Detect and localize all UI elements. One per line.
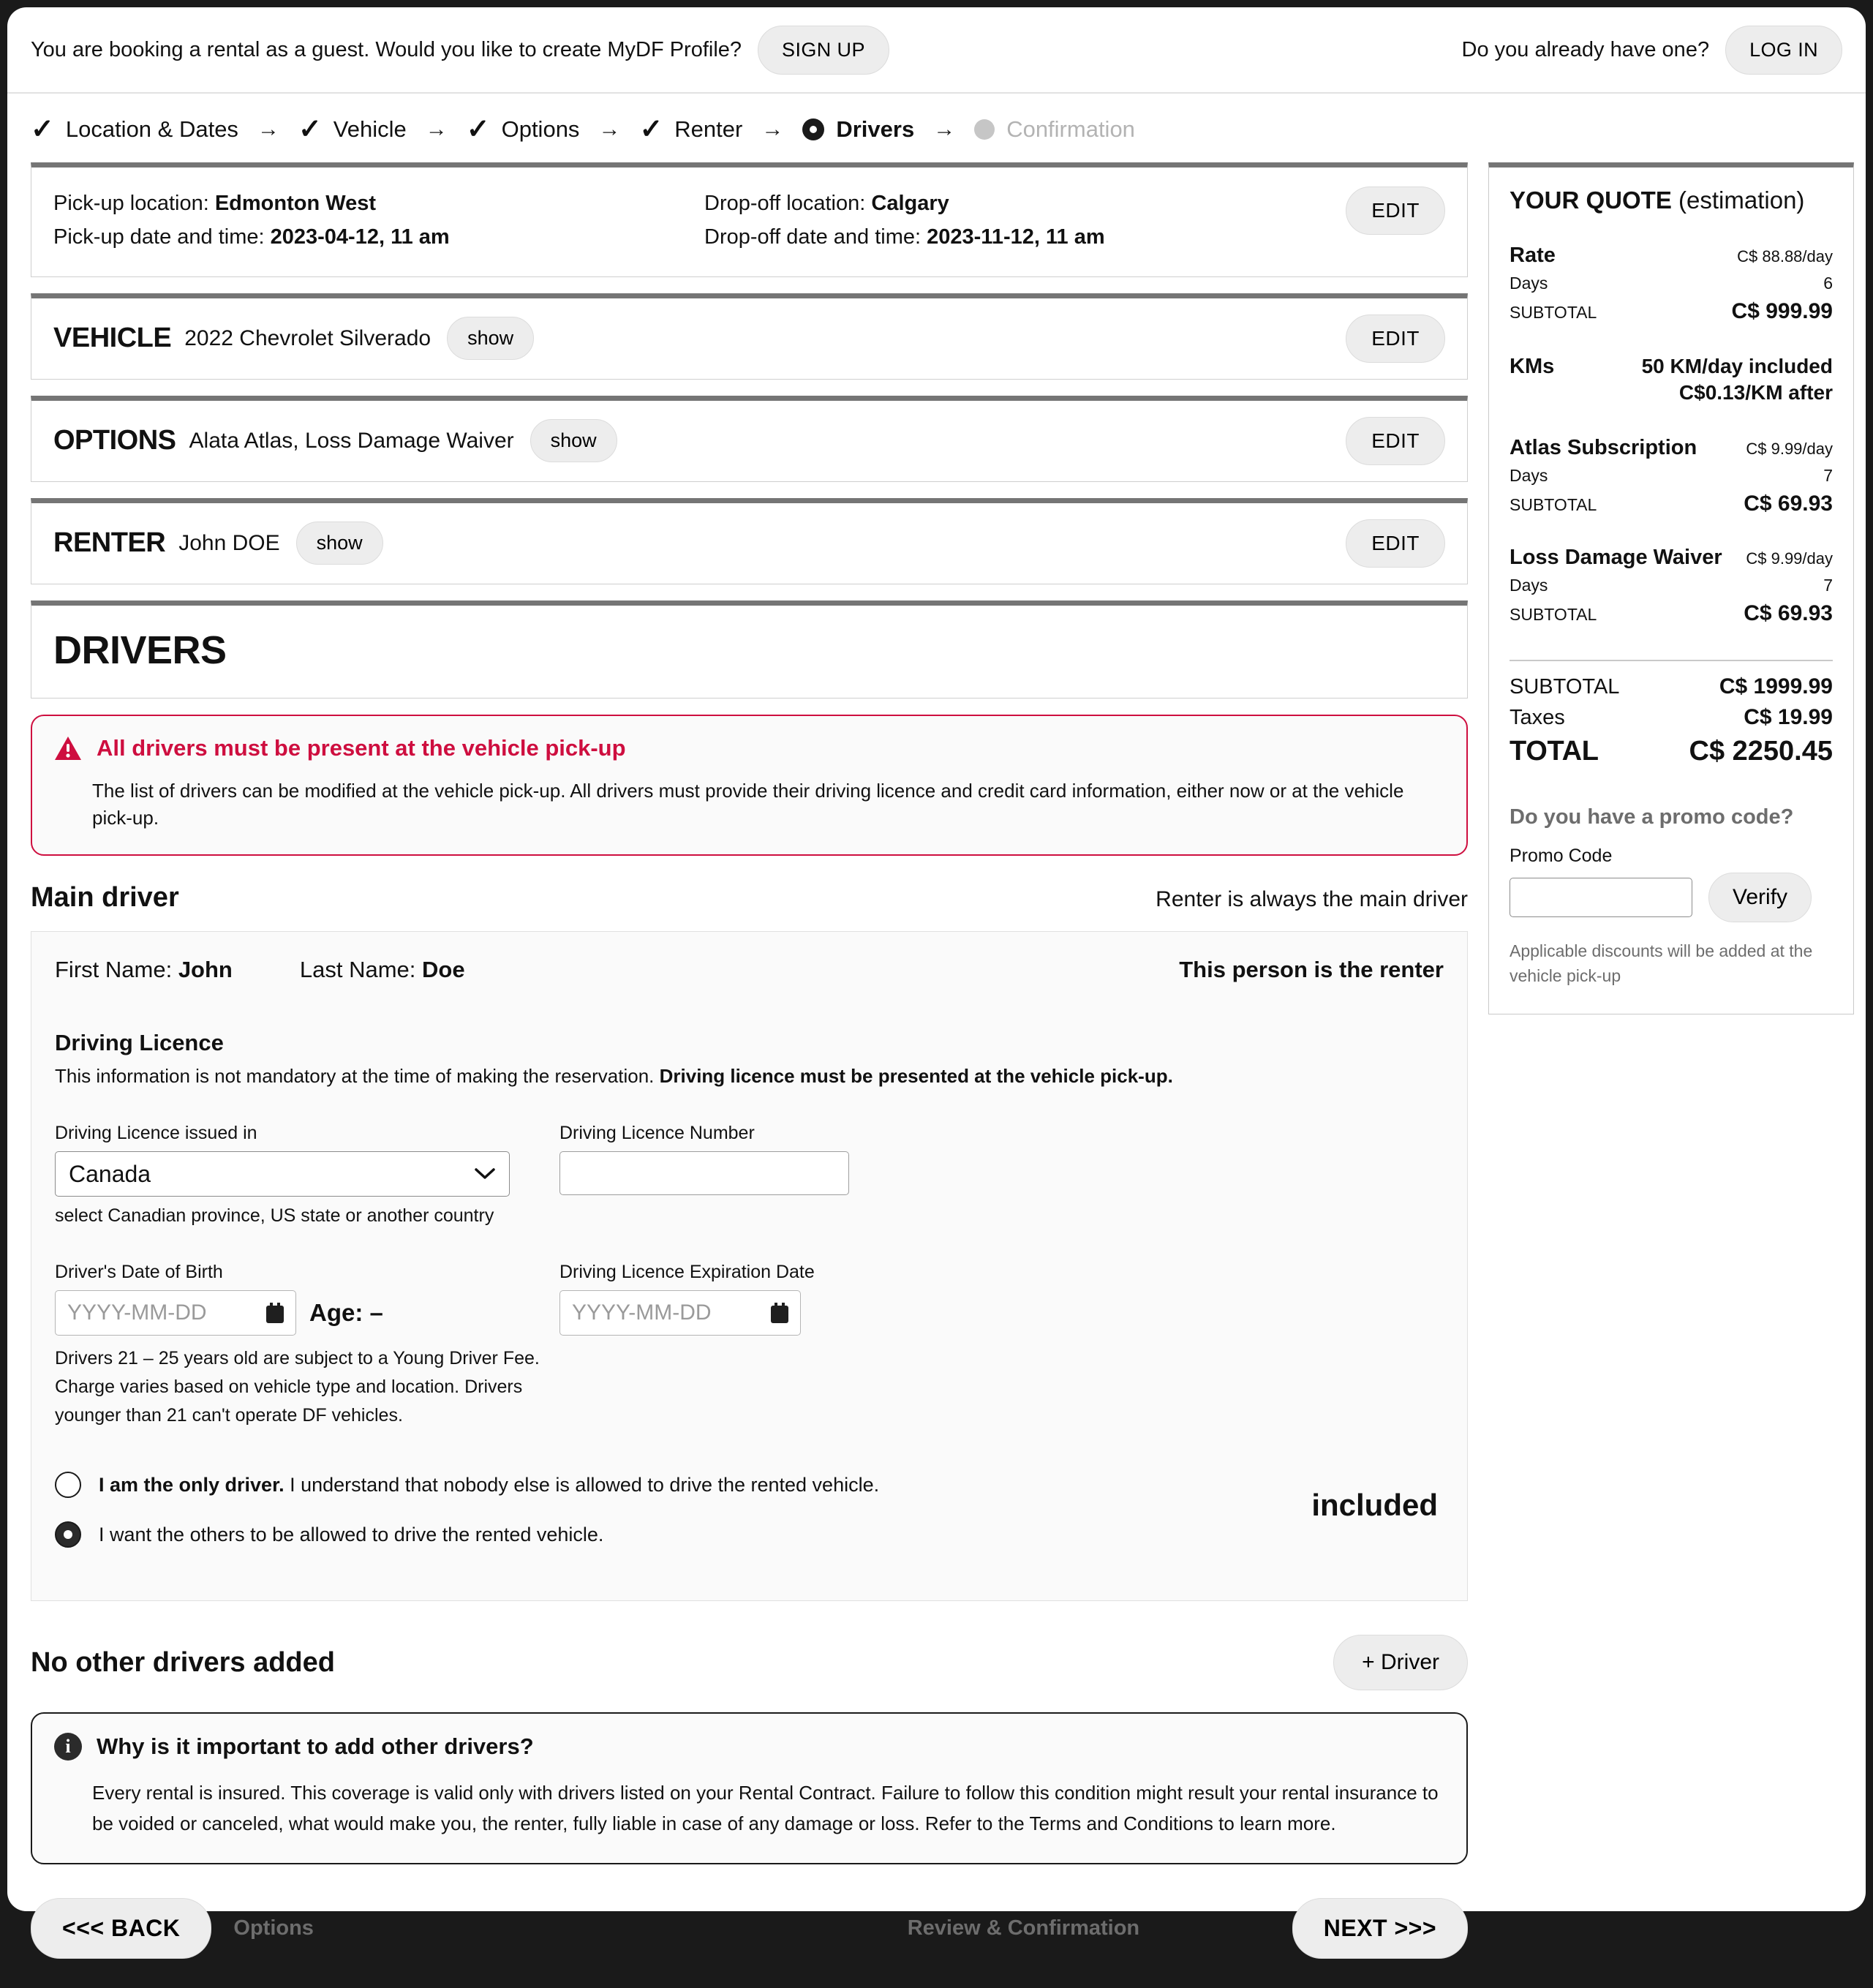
quote-taxes-label: Taxes bbox=[1510, 705, 1565, 729]
last-name-field bbox=[300, 957, 465, 983]
check-icon: ✓ bbox=[466, 114, 490, 145]
main-driver-form bbox=[31, 931, 1468, 1601]
quote-rate-group bbox=[1510, 244, 1833, 324]
driver-permission-radios bbox=[55, 1472, 1444, 1548]
quote-atlas-subtotal-label: SUBTOTAL bbox=[1510, 494, 1597, 514]
driving-licence-title: Driving Licence bbox=[55, 1030, 224, 1056]
quote-rate-unit: C$ 88.88/day bbox=[1737, 247, 1833, 266]
footer-navigation bbox=[31, 1864, 1468, 1988]
quote-subtotal-value: C$ 1999.99 bbox=[1719, 674, 1833, 699]
step-vehicle[interactable] bbox=[298, 116, 407, 143]
add-driver-button[interactable]: + Driver bbox=[1333, 1635, 1468, 1690]
quote-rate-name: Rate bbox=[1510, 244, 1556, 267]
drivers-present-alert bbox=[31, 715, 1468, 856]
quote-total-value: C$ 2250.45 bbox=[1689, 735, 1833, 767]
quote-ldw-subtotal-label: SUBTOTAL bbox=[1510, 604, 1597, 624]
quote-ldw-head bbox=[1510, 546, 1833, 570]
licence-note-normal: This information is not mandatory at the time of making the reservation. bbox=[55, 1065, 660, 1088]
quote-atlas-unit: C$ 9.99/day bbox=[1746, 439, 1833, 458]
quote-atlas-group bbox=[1510, 436, 1833, 516]
radio-only-driver-bold: I am the only driver. bbox=[99, 1473, 284, 1496]
quote-divider bbox=[1510, 660, 1833, 661]
options-value: Alata Atlas, Loss Damage Waiver bbox=[189, 428, 514, 453]
vehicle-summary-card bbox=[31, 293, 1468, 380]
filled-dot-icon bbox=[802, 118, 824, 140]
quote-ldw-unit: C$ 9.99/day bbox=[1746, 549, 1833, 568]
step-confirmation bbox=[974, 116, 1135, 143]
info-header bbox=[54, 1733, 1444, 1761]
quote-ldw-name: Loss Damage Waiver bbox=[1510, 545, 1722, 569]
step-label: Options bbox=[501, 116, 580, 142]
other-drivers-header bbox=[31, 1635, 1468, 1690]
promo-code-input[interactable] bbox=[1510, 878, 1692, 917]
quote-atlas-subtotal-value: C$ 69.93 bbox=[1744, 491, 1833, 516]
driving-licence-note bbox=[55, 1065, 1444, 1088]
quote-column bbox=[1488, 162, 1854, 1014]
quote-kms-head bbox=[1510, 353, 1833, 407]
guest-banner-text: You are booking a rental as a guest. Would you like to create MyDF Profile? bbox=[31, 37, 742, 61]
pickup-info bbox=[53, 187, 704, 255]
edit-renter-button[interactable]: EDIT bbox=[1346, 519, 1445, 568]
arrow-icon: → bbox=[933, 117, 956, 141]
options-summary-card bbox=[31, 396, 1468, 482]
info-title: Why is it important to add other drivers? bbox=[97, 1733, 534, 1760]
dob-label: Driver's Date of Birth bbox=[55, 1262, 223, 1283]
quote-kms-line2: C$0.13/KM after bbox=[1678, 381, 1833, 404]
licence-number-input[interactable] bbox=[559, 1151, 849, 1195]
renter-category-label: RENTER bbox=[53, 527, 166, 559]
dropoff-datetime-label: Drop-off date and time: bbox=[704, 225, 922, 249]
check-icon: ✓ bbox=[298, 114, 322, 145]
step-drivers[interactable] bbox=[802, 116, 914, 143]
quote-rate-days-label: Days bbox=[1510, 274, 1548, 293]
quote-kms-group bbox=[1510, 353, 1833, 407]
next-button[interactable]: NEXT >>> bbox=[1292, 1898, 1468, 1959]
quote-ldw-days-value: 7 bbox=[1823, 575, 1833, 595]
arrow-icon: → bbox=[598, 117, 621, 141]
page-body bbox=[7, 162, 1866, 1988]
quote-ldw-subtotal bbox=[1510, 601, 1833, 626]
main-driver-note: Renter is always the main driver bbox=[1156, 887, 1468, 912]
options-show-button[interactable]: show bbox=[530, 419, 617, 462]
step-label: Location & Dates bbox=[65, 116, 238, 142]
renter-show-button[interactable]: show bbox=[296, 522, 383, 565]
quote-atlas-subtotal bbox=[1510, 492, 1833, 516]
calendar-icon[interactable] bbox=[266, 1303, 284, 1323]
age-readout: Age: – bbox=[309, 1299, 383, 1327]
alert-title: All drivers must be present at the vehicle pick-up bbox=[97, 734, 626, 761]
quote-ldw-group bbox=[1510, 546, 1833, 626]
vehicle-category-label: VEHICLE bbox=[53, 323, 172, 354]
quote-subtotal-row bbox=[1510, 674, 1833, 699]
radio-others-row[interactable] bbox=[55, 1521, 1444, 1548]
pickup-datetime-line bbox=[53, 220, 704, 254]
last-name-value: Doe bbox=[422, 957, 465, 983]
grey-dot-icon bbox=[974, 119, 995, 140]
quote-kms-name: KMs bbox=[1510, 355, 1555, 378]
included-badge: included bbox=[1311, 1488, 1438, 1523]
vehicle-value: 2022 Chevrolet Silverado bbox=[184, 325, 431, 350]
licence-number-group bbox=[559, 1123, 1064, 1227]
alert-body: The list of drivers can be modified at the vehicle pick-up. All drivers must provide their driving licence and credit card information, either now or at the vehicle pick-up. bbox=[92, 779, 1404, 829]
quote-rate-subtotal bbox=[1510, 299, 1833, 324]
expiry-group bbox=[559, 1262, 1064, 1429]
check-icon: ✓ bbox=[31, 114, 54, 145]
log-in-button[interactable]: LOG IN bbox=[1725, 26, 1842, 75]
calendar-icon[interactable] bbox=[771, 1303, 788, 1323]
options-category-label: OPTIONS bbox=[53, 425, 176, 456]
promo-row bbox=[1510, 873, 1833, 922]
edit-vehicle-button[interactable]: EDIT bbox=[1346, 315, 1445, 363]
driver-name-row bbox=[55, 957, 1444, 983]
dropoff-location-line bbox=[704, 187, 1105, 220]
dob-date-input[interactable] bbox=[55, 1290, 296, 1336]
licence-note-bold: Driving licence must be presented at the vehicle pick-up. bbox=[659, 1065, 1173, 1088]
main-driver-header bbox=[31, 882, 1468, 914]
locations-summary-card bbox=[31, 162, 1468, 277]
no-other-drivers-title: No other drivers added bbox=[31, 1646, 335, 1678]
issued-in-group bbox=[55, 1123, 559, 1227]
pickup-datetime-value: 2023-04-12, 11 am bbox=[270, 225, 450, 249]
quote-title-light: (estimation) bbox=[1671, 187, 1805, 214]
sign-up-button[interactable]: SIGN UP bbox=[758, 26, 889, 75]
arrow-icon: → bbox=[257, 117, 279, 141]
step-label: Vehicle bbox=[333, 116, 407, 142]
guest-banner bbox=[7, 7, 1866, 94]
step-label: Drivers bbox=[836, 116, 915, 142]
licence-number-label: Driving Licence Number bbox=[559, 1123, 755, 1144]
info-circle-icon: i bbox=[54, 1733, 82, 1761]
alert-header bbox=[54, 735, 1444, 761]
first-name-value: John bbox=[178, 957, 233, 983]
app-window bbox=[7, 7, 1866, 1941]
arrow-icon: → bbox=[425, 117, 448, 141]
edit-options-button[interactable]: EDIT bbox=[1346, 417, 1445, 465]
guest-banner-right bbox=[1462, 26, 1843, 75]
main-driver-title: Main driver bbox=[31, 882, 179, 914]
quote-title bbox=[1510, 187, 1833, 214]
quote-total-row bbox=[1510, 736, 1833, 767]
page-title: DRIVERS bbox=[53, 628, 227, 672]
quote-atlas-head bbox=[1510, 436, 1833, 460]
quote-rate-subtotal-label: SUBTOTAL bbox=[1510, 303, 1597, 322]
quote-subtotal-label: SUBTOTAL bbox=[1510, 674, 1620, 699]
quote-atlas-days-label: Days bbox=[1510, 465, 1548, 485]
quote-rate-subtotal-value: C$ 999.99 bbox=[1731, 299, 1833, 323]
warning-triangle-icon bbox=[54, 736, 82, 761]
renter-value: John DOE bbox=[178, 530, 280, 555]
quote-ldw-days bbox=[1510, 576, 1833, 595]
radio-only-driver-rest: I understand that nobody else is allowed to drive the rented vehicle. bbox=[284, 1473, 880, 1496]
issued-in-value: Canada bbox=[69, 1160, 151, 1187]
quote-rate-days bbox=[1510, 274, 1833, 293]
chevron-down-icon bbox=[474, 1163, 496, 1186]
pickup-location-label: Pick-up location: bbox=[53, 192, 209, 215]
step-label: Confirmation bbox=[1006, 116, 1135, 142]
radio-only-driver[interactable] bbox=[55, 1472, 81, 1498]
arrow-icon: → bbox=[761, 117, 784, 141]
dob-row bbox=[55, 1290, 559, 1336]
radio-only-driver-label bbox=[99, 1474, 879, 1496]
why-add-drivers-info bbox=[31, 1712, 1468, 1864]
quote-ldw-days-label: Days bbox=[1510, 575, 1548, 595]
quote-kms-lines bbox=[1642, 353, 1833, 407]
quote-kms-line1: 50 KM/day included bbox=[1641, 355, 1833, 377]
back-button[interactable]: <<< BACK bbox=[31, 1898, 211, 1959]
licence-fields-row-2 bbox=[55, 1262, 1444, 1429]
quote-taxes-value: C$ 19.99 bbox=[1744, 704, 1833, 729]
edit-locations-button[interactable]: EDIT bbox=[1346, 187, 1445, 235]
renter-flag-badge: This person is the renter bbox=[1179, 957, 1444, 983]
expiry-placeholder: YYYY-MM-DD bbox=[572, 1300, 712, 1325]
quote-ldw-subtotal-value: C$ 69.93 bbox=[1744, 600, 1833, 625]
main-column bbox=[31, 162, 1468, 1988]
quote-atlas-days-value: 7 bbox=[1823, 465, 1833, 485]
young-driver-note: Drivers 21 – 25 years old are subject to a Young Driver Fee. Charge varies based on vehicle type and location. Drivers younger than 21 can't operate DF vehicles. bbox=[55, 1348, 540, 1426]
step-renter[interactable] bbox=[639, 116, 742, 143]
back-target-label: Options bbox=[233, 1916, 314, 1940]
quote-title-bold: YOUR QUOTE bbox=[1510, 187, 1672, 214]
pickup-location-line bbox=[53, 187, 704, 220]
promo-question: Do you have a promo code? bbox=[1510, 805, 1794, 829]
quote-atlas-days bbox=[1510, 466, 1833, 486]
first-name-field bbox=[55, 957, 233, 983]
next-target-label: Review & Confirmation bbox=[907, 1916, 1140, 1940]
pickup-location-value: Edmonton West bbox=[214, 192, 377, 215]
quote-taxes-row bbox=[1510, 705, 1833, 730]
issued-in-select[interactable] bbox=[55, 1151, 510, 1197]
dropoff-location-value: Calgary bbox=[871, 192, 949, 215]
vehicle-show-button[interactable]: show bbox=[447, 317, 534, 360]
first-name-label: First Name: bbox=[55, 957, 173, 983]
expiry-label: Driving Licence Expiration Date bbox=[559, 1262, 815, 1283]
dropoff-info bbox=[704, 187, 1105, 255]
verify-promo-button[interactable]: Verify bbox=[1708, 873, 1812, 922]
quote-panel bbox=[1488, 162, 1854, 1014]
step-options[interactable] bbox=[467, 116, 580, 143]
expiry-date-input[interactable] bbox=[559, 1290, 801, 1336]
quote-rate-head bbox=[1510, 244, 1833, 268]
radio-allow-others-label: I want the others to be allowed to drive the rented vehicle. bbox=[99, 1523, 604, 1545]
promo-code-label: Promo Code bbox=[1510, 845, 1613, 866]
issued-in-label: Driving Licence issued in bbox=[55, 1123, 257, 1144]
check-icon: ✓ bbox=[639, 114, 663, 145]
have-account-text: Do you already have one? bbox=[1461, 37, 1710, 61]
renter-summary-card bbox=[31, 498, 1468, 584]
radio-only-driver-row[interactable] bbox=[55, 1472, 1444, 1498]
dob-group bbox=[55, 1262, 559, 1429]
pickup-datetime-label: Pick-up date and time: bbox=[53, 225, 265, 249]
issued-in-hint: select Canadian province, US state or another country bbox=[55, 1205, 494, 1227]
dropoff-location-label: Drop-off location: bbox=[704, 192, 866, 215]
step-label: Renter bbox=[674, 116, 743, 142]
dropoff-datetime-line bbox=[704, 220, 1105, 254]
drivers-section-card bbox=[31, 600, 1468, 699]
progress-stepper bbox=[7, 94, 1866, 162]
promo-note: Applicable discounts will be added at the vehicle pick-up bbox=[1510, 941, 1813, 986]
info-body: Every rental is insured. This coverage is valid only with drivers listed on your Rental Contract. Failure to follow this condition might result your rental insurance to be voided or canceled, what would make you, the renter, fully liable in case of any damage or loss. Refer to the Terms and Conditions to learn more. bbox=[92, 1782, 1439, 1834]
radio-allow-others[interactable] bbox=[55, 1521, 81, 1548]
step-location-dates[interactable] bbox=[31, 116, 238, 143]
quote-atlas-name: Atlas Subscription bbox=[1510, 435, 1697, 459]
dob-placeholder: YYYY-MM-DD bbox=[67, 1300, 207, 1325]
quote-total-label: TOTAL bbox=[1510, 735, 1599, 767]
dropoff-datetime-value: 2023-11-12, 11 am bbox=[927, 225, 1105, 249]
last-name-label: Last Name: bbox=[299, 957, 416, 983]
quote-rate-days-value: 6 bbox=[1823, 274, 1833, 293]
licence-fields-row-1 bbox=[55, 1123, 1444, 1227]
